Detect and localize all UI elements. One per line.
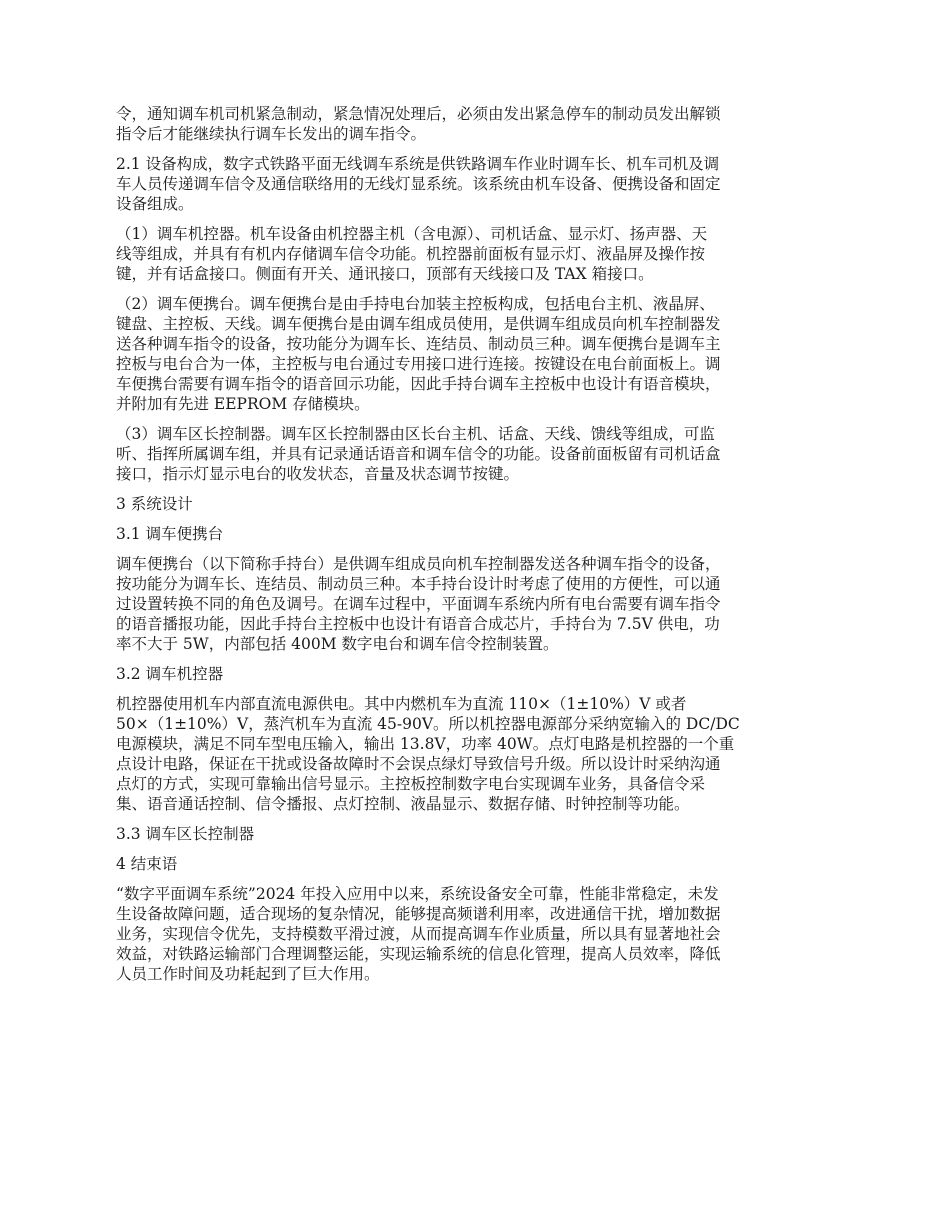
text-line: 机控器使用机车内部直流电源供电。其中内燃机车为直流 110×（1±10%）V 或者 <box>116 695 687 713</box>
text-line: 点设计电路，保证在干扰或设备故障时不会误点绿灯导致信号升级。所以设计时采纳沟通 <box>116 755 721 773</box>
text-line: 设备组成。 <box>116 195 194 213</box>
heading-3-3-district <box>116 824 842 844</box>
heading-text: 4 结束语 <box>116 855 178 873</box>
heading-3-2-controller <box>116 664 842 684</box>
text-line: 指令后才能继续执行调车长发出的调车指令。 <box>116 125 427 143</box>
paragraph-controller <box>116 224 842 284</box>
text-line: 的语音播报功能，因此手持台主控板中也设计有语音合成芯片，手持台为 7.5V 供电，功 <box>116 615 720 633</box>
text-line: “数字平面调车系统”2024 年投入应用中以来，系统设备安全可靠，性能非常稳定，未发 <box>116 885 719 903</box>
heading-text: 3 系统设计 <box>116 495 193 513</box>
heading-text: 3.1 调车便携台 <box>116 525 224 543</box>
heading-4-conclusion <box>116 854 842 874</box>
text-line: 令，通知调车机司机紧急制动，紧急情况处理后，必须由发出紧急停车的制动员发出解锁 <box>116 105 721 123</box>
paragraph-emergency-brake <box>116 104 842 144</box>
text-line: （1）调车机控器。机车设备由机控器主机（含电源）、司机话盒、显示灯、扬声器、天 <box>116 225 708 243</box>
paragraph-3-2-body <box>116 694 842 814</box>
paragraph-3-1-body <box>116 554 842 654</box>
text-line: 集、语音通话控制、信令播报、点灯控制、液晶显示、数据存储、时钟控制等功能。 <box>116 795 690 813</box>
text-line: 人员工作时间及功耗起到了巨大作用。 <box>116 965 380 983</box>
text-line: 调车便携台（以下简称手持台）是供调车组成员向机车控制器发送各种调车指令的设备， <box>116 555 721 573</box>
text-line: 过设置转换不同的角色及调号。在调车过程中，平面调车系统内所有电台需要有调车指令 <box>116 595 721 613</box>
heading-text: 3.2 调车机控器 <box>116 665 224 683</box>
paragraph-2-1-equipment <box>116 154 842 214</box>
text-line: （2）调车便携台。调车便携台是由手持电台加装主控板构成，包括电台主机、液晶屏、 <box>116 295 715 313</box>
paragraph-district-controller <box>116 424 842 484</box>
heading-3-1-portable <box>116 524 842 544</box>
text-line: 听、指挥所属调车组，并具有记录通话语音和调车信令的功能。设备前面板留有司机话盒 <box>116 445 721 463</box>
text-line: 控板与电台合为一体，主控板与电台通过专用接口进行连接。按键设在电台前面板上。调 <box>116 355 721 373</box>
paragraph-portable <box>116 294 842 414</box>
text-line: 电源模块，满足不同车型电压输入，输出 13.8V，功率 40W。点灯电路是机控器的一个重 <box>116 735 735 753</box>
text-line: 业务，实现信令优先，支持模数平滑过渡，从而提高调车作业质量，所以具有显著地社会 <box>116 925 721 943</box>
text-line: （3）调车区长控制器。调车区长控制器由区长台主机、话盒、天线、馈线等组成，可监 <box>116 425 715 443</box>
text-line: 送各种调车指令的设备，按功能分为调车长、连结员、制动员三种。调车便携台是调车主 <box>116 335 721 353</box>
text-line: 2.1 设备构成，数字式铁路平面无线调车系统是供铁路调车作业时调车长、机车司机及调 <box>116 155 720 173</box>
text-line: 率不大于 5W，内部包括 400M 数字电台和调车信令控制装置。 <box>116 635 559 653</box>
text-line: 效益，对铁路运输部门合理调整运能，实现运输系统的信息化管理，提高人员效率，降低 <box>116 945 721 963</box>
text-line: 按功能分为调车长、连结员、制动员三种。本手持台设计时考虑了使用的方便性，可以通 <box>116 575 721 593</box>
text-line: 点灯的方式，实现可靠输出信号显示。主控板控制数字电台实现调车业务，具备信令采 <box>116 775 706 793</box>
paragraph-conclusion-body <box>116 884 842 984</box>
text-line: 车便携台需要有调车指令的语音回示功能，因此手持台调车主控板中也设计有语音模块， <box>116 375 721 393</box>
text-line: 线等组成，并具有有机内存储调车信令功能。机控器前面板有显示灯、液晶屏及操作按 <box>116 245 706 263</box>
text-line: 键盘、主控板、天线。调车便携台是由调车组成员使用，是供调车组成员向机车控制器发 <box>116 315 721 333</box>
text-line: 生设备故障问题，适合现场的复杂情况，能够提高频谱利用率，改进通信干扰，增加数据 <box>116 905 721 923</box>
document-page <box>116 104 842 994</box>
heading-3-system-design <box>116 494 842 514</box>
text-line: 键，并有话盒接口。侧面有开关、通讯接口，顶部有天线接口及 TAX 箱接口。 <box>116 265 654 283</box>
heading-text: 3.3 调车区长控制器 <box>116 825 255 843</box>
text-line: 接口，指示灯显示电台的收发状态，音量及状态调节按键。 <box>116 465 520 483</box>
text-line: 50×（1±10%）V，蒸汽机车为直流 45-90V。所以机控器电源部分采纳宽输入的 DC/DC <box>116 715 740 733</box>
text-line: 并附加有先进 EEPROM 存储模块。 <box>116 395 370 413</box>
text-line: 车人员传递调车信令及通信联络用的无线灯显系统。该系统由机车设备、便携设备和固定 <box>116 175 721 193</box>
